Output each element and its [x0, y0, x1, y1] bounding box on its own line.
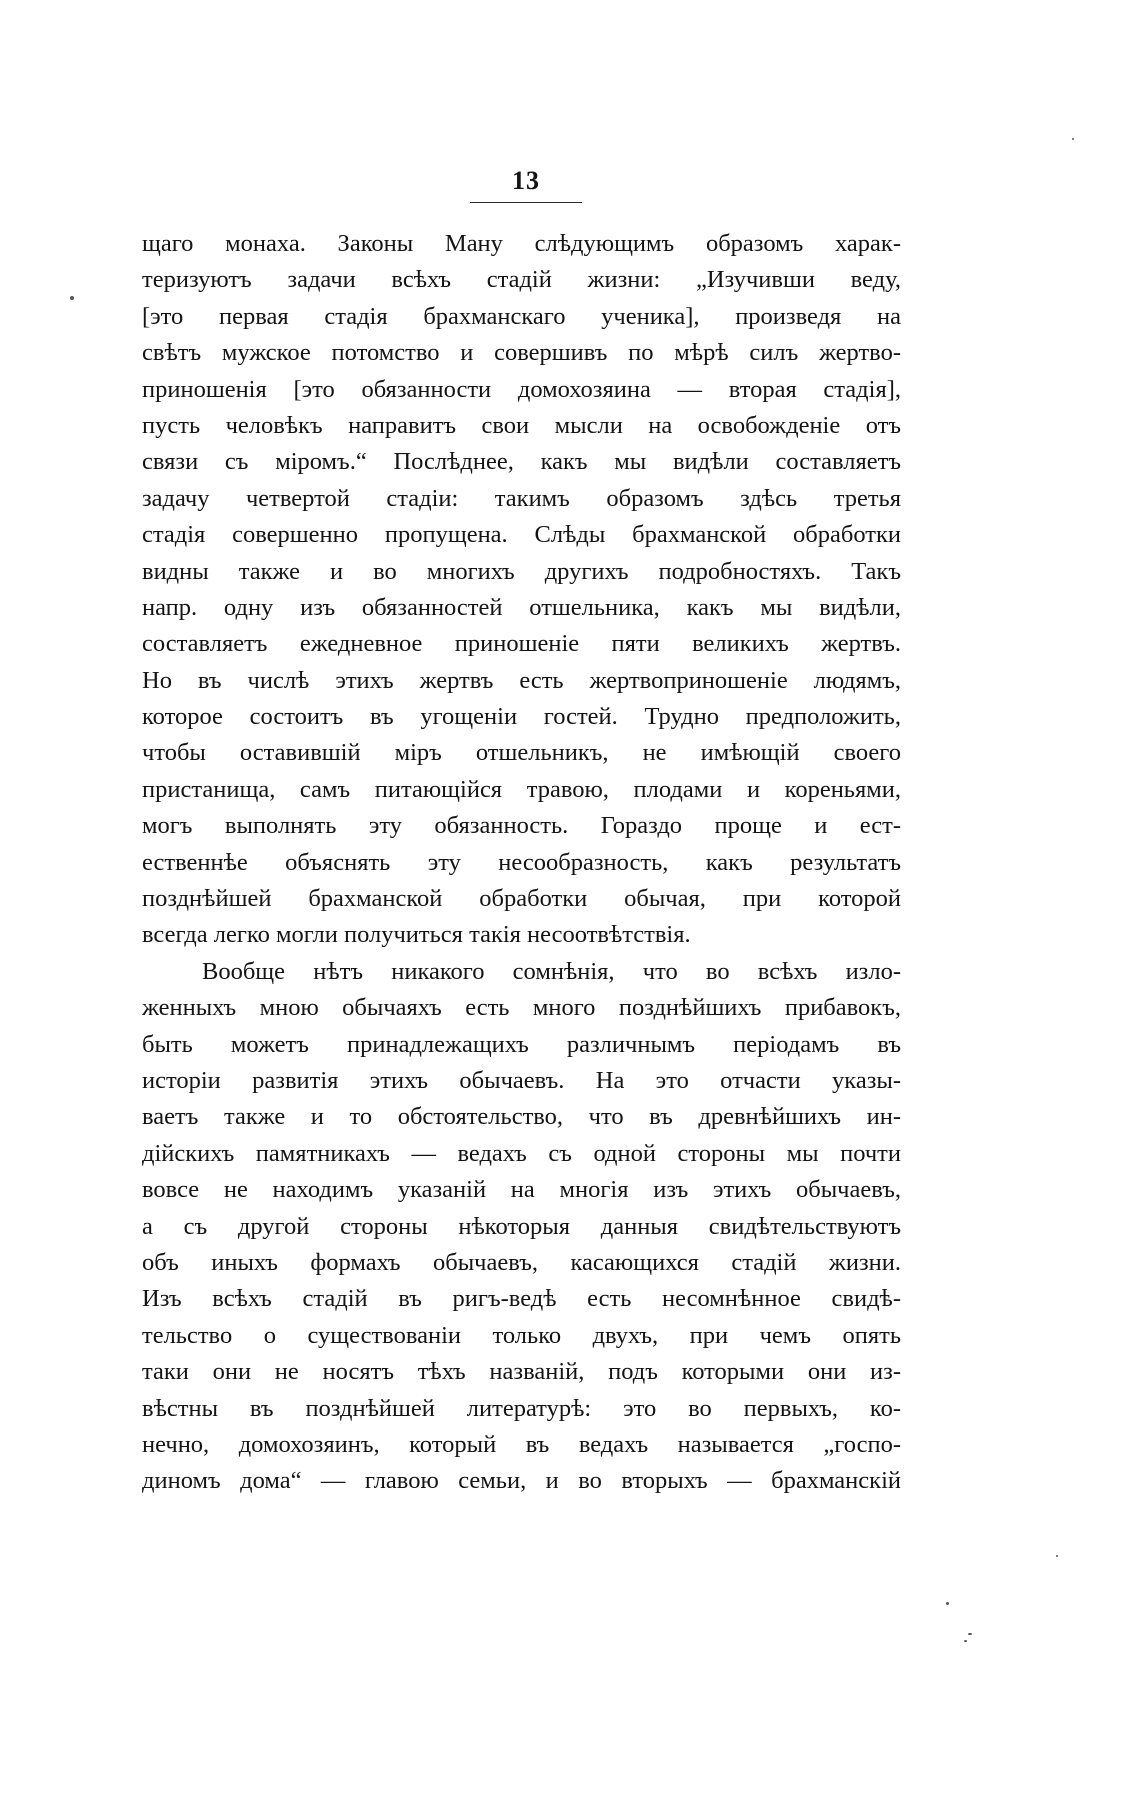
paragraph-2 — [142, 954, 901, 1500]
text-line: таки они не носятъ тѣхъ названій, подъ которыми они из- — [142, 1358, 901, 1386]
text-line: напр. одну изъ обязанностей отшельника, какъ мы видѣли, — [142, 593, 901, 621]
text-line: а съ другой стороны нѣкоторыя данныя свидѣтельствуютъ — [142, 1212, 901, 1240]
text-line: вѣстны въ позднѣйшей литературѣ: это во первыхъ, ко- — [142, 1394, 901, 1422]
text-line: исторіи развитія этихъ обычаевъ. На это отчасти указы- — [142, 1066, 901, 1094]
scan-speck — [946, 1602, 949, 1605]
text-line: объ иныхъ формахъ обычаевъ, касающихся стадій жизни. — [142, 1248, 901, 1276]
header-rule — [470, 202, 582, 203]
body-text — [142, 226, 901, 1500]
text-line: тельство о существованіи только двухъ, при чемъ опять — [142, 1321, 901, 1349]
text-line: пусть человѣкъ направитъ свои мысли на освобожденіе отъ — [142, 411, 901, 439]
paragraph-1 — [142, 226, 901, 954]
text-line: ественнѣе объяснять эту несообразность, какъ результатъ — [142, 848, 901, 876]
text-line: могъ выполнять эту обязанность. Гораздо проще и ест- — [142, 812, 901, 840]
text-line: Изъ всѣхъ стадій въ ригъ-ведѣ есть несомнѣнное свидѣ- — [142, 1285, 901, 1313]
text-line: Вообще нѣтъ никакого сомнѣнія, что во всѣхъ изло- — [202, 957, 901, 985]
text-line: ваетъ также и то обстоятельство, что въ древнѣйшихъ ин- — [142, 1103, 901, 1131]
text-line: стадія совершенно пропущена. Слѣды брахманской обработки — [142, 521, 901, 549]
text-line: нечно, домохозяинъ, который въ ведахъ называется „госпо- — [142, 1430, 901, 1458]
scan-speck — [964, 1640, 967, 1642]
text-line: связи съ міромъ.“ Послѣднее, какъ мы видѣли составляетъ — [142, 448, 901, 476]
text-line: которое состоитъ въ угощеніи гостей. Трудно предположить, — [142, 703, 901, 731]
text-line: видны также и во многихъ другихъ подробностяхъ. Такъ — [142, 557, 901, 585]
text-line: щаго монаха. Законы Ману слѣдующимъ образомъ харак- — [142, 230, 901, 257]
text-line: свѣтъ мужское потомство и совершивъ по мѣрѣ силъ жертво- — [142, 339, 901, 367]
text-line: пристанища, самъ питающійся травою, плодами и кореньями, — [142, 775, 901, 803]
text-line: женныхъ мною обычаяхъ есть много позднѣйшихъ прибавокъ, — [142, 994, 901, 1022]
text-line: дійскихъ памятникахъ — ведахъ съ одной стороны мы почти — [142, 1139, 901, 1167]
scan-speck — [70, 296, 74, 300]
scan-speck — [968, 1633, 972, 1635]
text-line: диномъ дома“ — главою семьи, и во вторыхъ — брахманскій — [142, 1467, 901, 1495]
text-line: позднѣйшей брахманской обработки обычая, при которой — [142, 885, 901, 913]
text-line: составляетъ ежедневное приношеніе пяти великихъ жертвъ. — [142, 630, 901, 658]
scan-speck — [1056, 1555, 1058, 1557]
text-line: теризуютъ задачи всѣхъ стадій жизни: „Изучивши веду, — [142, 266, 901, 294]
text-line: быть можетъ принадлежащихъ различнымъ періодамъ въ — [142, 1030, 901, 1058]
text-line: вовсе не находимъ указаній на многія изъ этихъ обычаевъ, — [142, 1176, 901, 1204]
text-line: приношенія [это обязанности домохозяина — вторая стадія], — [142, 375, 901, 403]
scan-speck — [1072, 138, 1074, 140]
text-line: чтобы оставившій міръ отшельникъ, не имѣющій своего — [142, 739, 901, 767]
page-number: 13 — [512, 166, 540, 195]
text-line: [это первая стадія брахманскаго ученика], произведя на — [142, 302, 901, 330]
text-line: Но въ числѣ этихъ жертвъ есть жертвоприношеніе людямъ, — [142, 666, 901, 694]
text-line: задачу четвертой стадіи: такимъ образомъ здѣсь третья — [142, 484, 901, 512]
text-line: всегда легко могли получиться такія несоотвѣтствія. — [142, 921, 691, 949]
